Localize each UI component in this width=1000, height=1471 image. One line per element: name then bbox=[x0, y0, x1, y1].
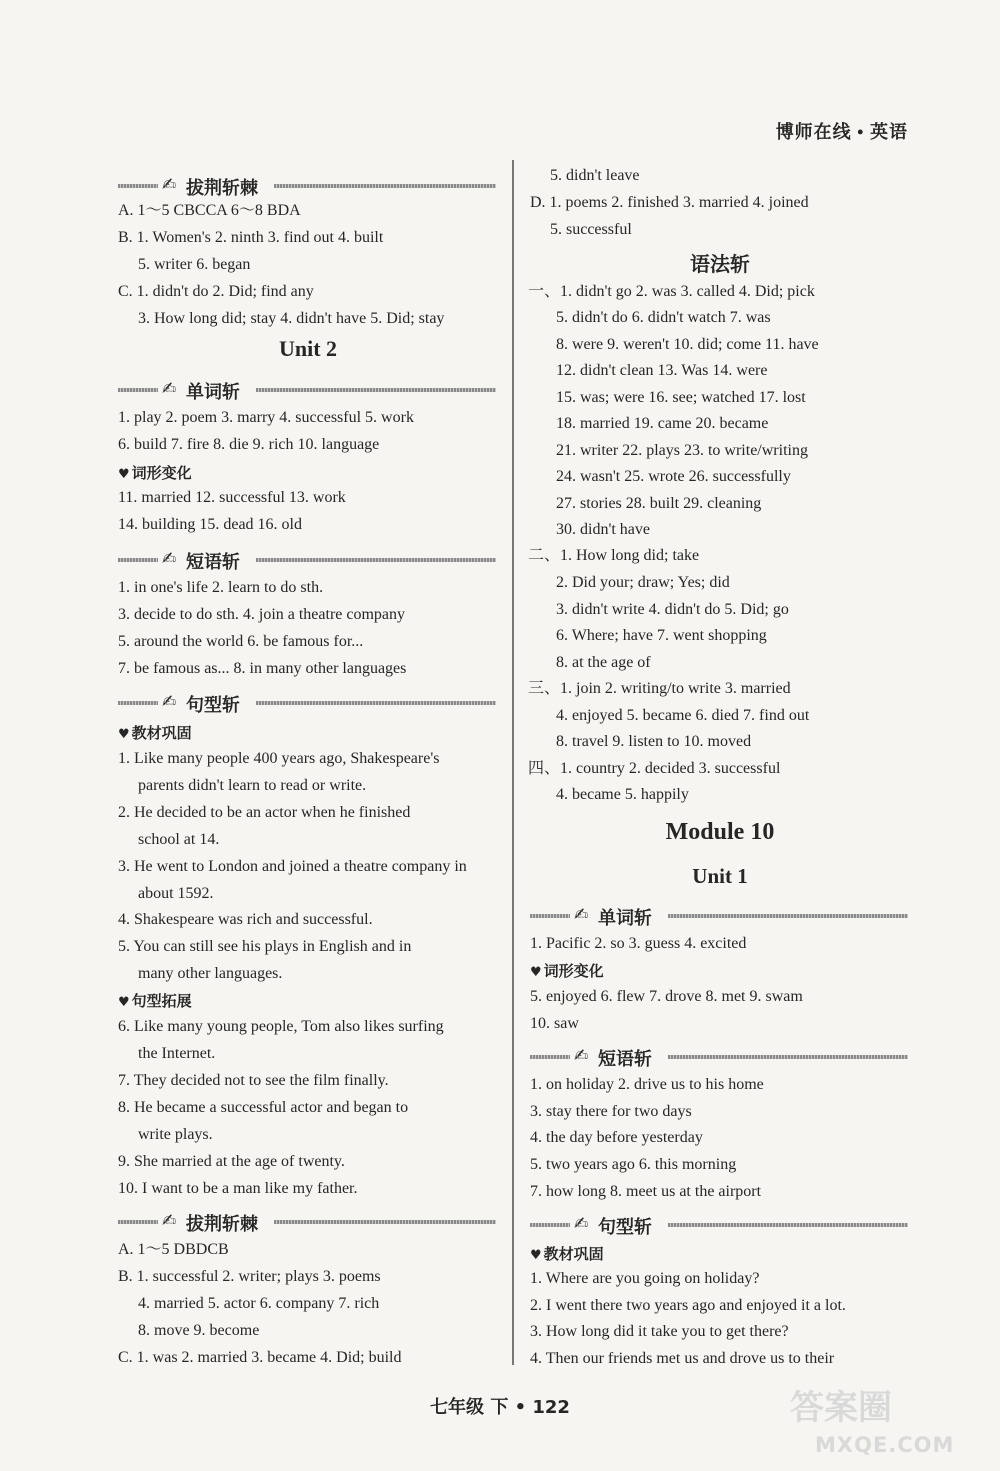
sub-heading: ♥ 句型拓展 bbox=[118, 992, 192, 1010]
answer-line: about 1592. bbox=[138, 885, 214, 902]
answer-line: 9. She married at the age of twenty. bbox=[118, 1153, 345, 1170]
answer-line: 2. He decided to be an actor when he finished bbox=[118, 804, 411, 821]
watermark-logo: 答案圈 bbox=[790, 1388, 892, 1428]
answer-line: A. 1～5 DBDCB bbox=[118, 1241, 229, 1258]
answer-line: 5. successful bbox=[550, 221, 632, 238]
answer-line: 8. at the age of bbox=[556, 654, 651, 671]
answer-line: 27. stories 28. built 29. cleaning bbox=[556, 495, 762, 512]
pen-icon: ✍ bbox=[162, 175, 177, 195]
answer-line: 6. Where; have 7. went shopping bbox=[556, 627, 767, 644]
page-header: 博师在线 • 英语 bbox=[775, 122, 908, 142]
answer-line: C. 1. was 2. married 3. became 4. Did; build bbox=[118, 1349, 402, 1366]
answer-line: 5. didn't do 6. didn't watch 7. was bbox=[556, 309, 771, 326]
answer-line: 二、1. How long did; take bbox=[528, 547, 700, 564]
heart-icon: ♥ bbox=[530, 965, 542, 980]
answer-line: 2. I went there two years ago and enjoyed it a lot. bbox=[530, 1297, 846, 1314]
answer-line: 5. enjoyed 6. flew 7. drove 8. met 9. swam bbox=[530, 988, 803, 1005]
answer-line: 4. became 5. happily bbox=[556, 786, 689, 803]
answer-line: the Internet. bbox=[138, 1045, 216, 1062]
heart-icon: ♥ bbox=[118, 995, 130, 1010]
answer-line: 6. build 7. fire 8. die 9. rich 10. language bbox=[118, 436, 380, 453]
answer-line: write plays. bbox=[138, 1126, 213, 1143]
pen-icon: ✍ bbox=[162, 1211, 177, 1231]
grammar-title: 语法斩 bbox=[690, 252, 750, 276]
answer-line: D. 1. poems 2. finished 3. married 4. joined bbox=[530, 194, 809, 211]
answer-line: 3. How long did it take you to get there? bbox=[530, 1323, 789, 1340]
answer-line: 1. play 2. poem 3. marry 4. successful 5. work bbox=[118, 409, 414, 426]
answer-line: 10. saw bbox=[530, 1015, 579, 1032]
section-header: ✍ 句型斩 bbox=[118, 691, 496, 715]
answer-line: 4. the day before yesterday bbox=[530, 1129, 703, 1146]
answer-line: 12. didn't clean 13. Was 14. were bbox=[556, 362, 768, 379]
answer-line: 14. building 15. dead 16. old bbox=[118, 516, 302, 533]
pen-icon: ✍ bbox=[162, 549, 177, 569]
answer-line: 4. Then our friends met us and drove us to their bbox=[530, 1350, 835, 1367]
answer-line: 3. How long did; stay 4. didn't have 5. Did; stay bbox=[138, 310, 445, 327]
page-footer: 七年级 下 • 122 bbox=[430, 1397, 570, 1418]
answer-line: 3. stay there for two days bbox=[530, 1103, 692, 1120]
answer-line: 7. how long 8. meet us at the airport bbox=[530, 1183, 762, 1200]
answer-line: 3. didn't write 4. didn't do 5. Did; go bbox=[556, 601, 789, 618]
pen-icon: ✍ bbox=[162, 692, 177, 712]
pen-icon: ✍ bbox=[574, 1214, 589, 1234]
answer-line: 5. writer 6. began bbox=[138, 256, 251, 273]
answer-line: 8. were 9. weren't 10. did; come 11. have bbox=[556, 336, 819, 353]
answer-line: 一、1. didn't go 2. was 3. called 4. Did; pick bbox=[528, 283, 815, 300]
answer-line: 1. in one's life 2. learn to do sth. bbox=[118, 579, 324, 596]
column-divider bbox=[512, 160, 514, 1365]
answer-line: 6. Like many young people, Tom also likes surfing bbox=[118, 1018, 444, 1035]
answer-line: 3. He went to London and joined a theatre company in bbox=[118, 858, 467, 875]
pen-icon: ✍ bbox=[574, 1046, 589, 1066]
section-header: ✍ 单词斩 bbox=[118, 378, 496, 402]
answer-line: many other languages. bbox=[138, 965, 283, 982]
answer-line: 三、1. join 2. writing/to write 3. married bbox=[528, 680, 791, 697]
answer-line: 四、1. country 2. decided 3. successful bbox=[528, 760, 781, 777]
answer-line: 2. Did your; draw; Yes; did bbox=[556, 574, 730, 591]
section-header: ✍ 短语斩 bbox=[118, 548, 496, 572]
sub-heading: ♥ 词形变化 bbox=[530, 962, 604, 980]
section-header: ✍ 拔荆斩棘 bbox=[118, 174, 496, 198]
answer-line: 5. You can still see his plays in English and in bbox=[118, 938, 412, 955]
answer-line: parents didn't learn to read or write. bbox=[138, 777, 367, 794]
sub-heading: ♥ 教材巩固 bbox=[530, 1245, 604, 1263]
section-header: ✍ 句型斩 bbox=[530, 1213, 908, 1237]
answer-line: 4. married 5. actor 6. company 7. rich bbox=[138, 1295, 380, 1312]
answer-line: C. 1. didn't do 2. Did; find any bbox=[118, 283, 314, 300]
section-header: ✍ 单词斩 bbox=[530, 904, 908, 928]
watermark-site: MXQE.COM bbox=[815, 1433, 955, 1457]
heart-icon: ♥ bbox=[118, 467, 130, 482]
answer-line: 3. decide to do sth. 4. join a theatre company bbox=[118, 606, 406, 623]
answer-line: 1. Like many people 400 years ago, Shakespeare's bbox=[118, 750, 440, 767]
module-title: Module 10 bbox=[665, 819, 775, 845]
answer-line: 11. married 12. successful 13. work bbox=[118, 489, 346, 506]
answer-line: 8. travel 9. listen to 10. moved bbox=[556, 733, 752, 750]
answer-line: 15. was; were 16. see; watched 17. lost bbox=[556, 389, 806, 406]
answer-line: 8. move 9. become bbox=[138, 1322, 260, 1339]
answer-line: B. 1. Women's 2. ninth 3. find out 4. built bbox=[118, 229, 384, 246]
answer-line: 7. be famous as... 8. in many other languages bbox=[118, 660, 407, 677]
answer-line: 5. around the world 6. be famous for... bbox=[118, 633, 364, 650]
answer-line: 18. married 19. came 20. became bbox=[556, 415, 769, 432]
answer-line: school at 14. bbox=[138, 831, 220, 848]
unit-title: Unit 1 bbox=[692, 864, 748, 888]
answer-line: 21. writer 22. plays 23. to write/writing bbox=[556, 442, 808, 459]
answer-line: 4. enjoyed 5. became 6. died 7. find out bbox=[556, 707, 810, 724]
answer-line: 10. I want to be a man like my father. bbox=[118, 1180, 358, 1197]
answer-line: A. 1～5 CBCCA 6～8 BDA bbox=[118, 202, 301, 219]
heart-icon: ♥ bbox=[118, 727, 130, 742]
section-header: ✍ 拔荆斩棘 bbox=[118, 1210, 496, 1234]
answer-line: 8. He became a successful actor and began to bbox=[118, 1099, 409, 1116]
answer-line: 1. Where are you going on holiday? bbox=[530, 1270, 760, 1287]
answer-line: B. 1. successful 2. writer; plays 3. poems bbox=[118, 1268, 381, 1285]
pen-icon: ✍ bbox=[162, 379, 177, 399]
sub-heading: ♥ 词形变化 bbox=[118, 464, 192, 482]
answer-line: 30. didn't have bbox=[556, 521, 650, 538]
answer-line: 5. didn't leave bbox=[550, 167, 640, 184]
answer-line: 24. wasn't 25. wrote 26. successfully bbox=[556, 468, 791, 485]
sub-heading: ♥ 教材巩固 bbox=[118, 724, 192, 742]
answer-line: 7. They decided not to see the film finally. bbox=[118, 1072, 389, 1089]
answer-line: 5. two years ago 6. this morning bbox=[530, 1156, 737, 1173]
answer-line: 1. Pacific 2. so 3. guess 4. excited bbox=[530, 935, 747, 952]
answer-line: 1. on holiday 2. drive us to his home bbox=[530, 1076, 764, 1093]
answer-line: 4. Shakespeare was rich and successful. bbox=[118, 911, 373, 928]
heart-icon: ♥ bbox=[530, 1248, 542, 1263]
pen-icon: ✍ bbox=[574, 905, 589, 925]
section-header: ✍ 短语斩 bbox=[530, 1045, 908, 1069]
unit-title: Unit 2 bbox=[278, 336, 338, 361]
